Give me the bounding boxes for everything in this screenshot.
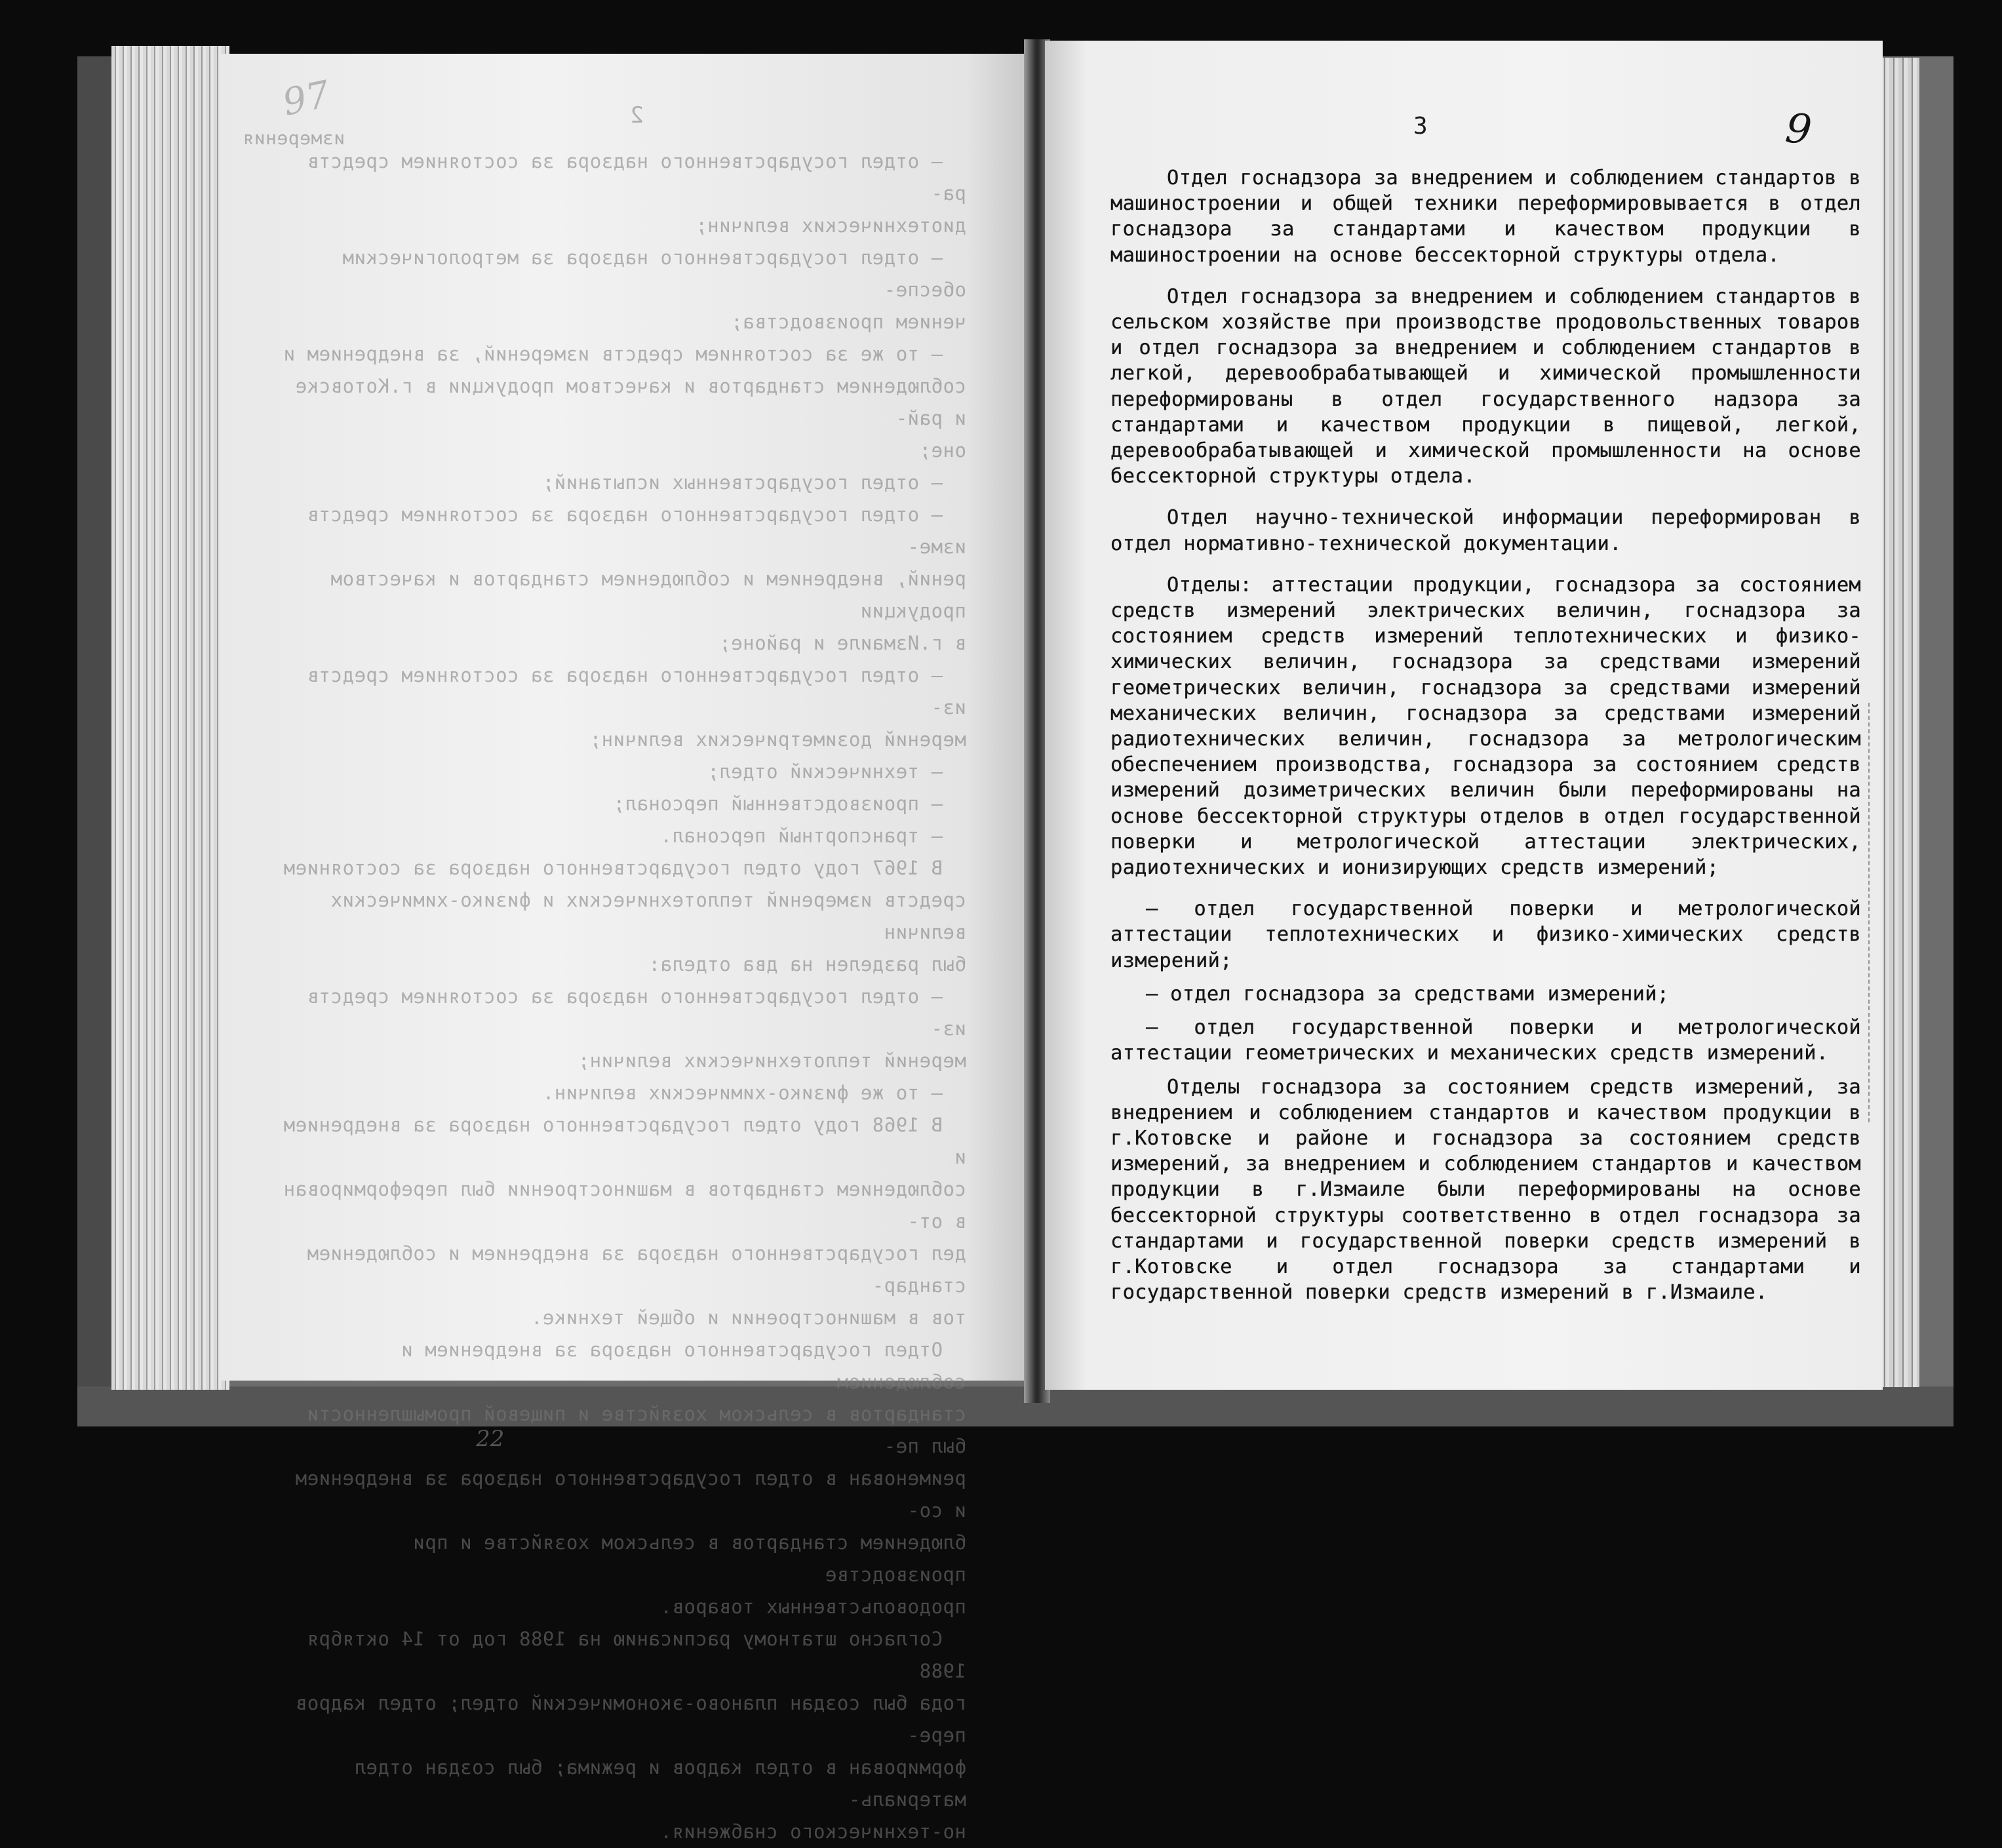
- bleed-line: Отдел государственного надзора за внедрением и соблюдением: [389, 1339, 966, 1393]
- bleed-line: мерений дозиметрических величин;: [589, 728, 966, 751]
- folio-number-handwritten: 9: [1783, 104, 1815, 154]
- bleed-line: Согласно штатному расписанию на 1988 год от 14 октября 1988: [295, 1628, 966, 1682]
- right-page-number: 3: [1413, 113, 1428, 140]
- bleed-line: – отдел государственного надзора за состоянием средств ра-: [295, 150, 966, 205]
- bleed-line: – технический отдел;: [707, 760, 966, 783]
- bleed-line: – отдел государственных испытаний;: [542, 471, 966, 494]
- bleed-line: дел государственного надзора за внедрением и соблюдением стандар-: [295, 1242, 966, 1297]
- left-page-heading: измерения: [243, 127, 345, 149]
- bleed-line: рений, внедрением и соблюдением стандартов и качеством продукции: [319, 568, 966, 622]
- list-item: – отдел государственной поверки и метрологической аттестации теплотехнических и физико-химических средств измерений;: [1110, 897, 1861, 972]
- bleed-line: чением производства;: [730, 311, 966, 333]
- bleed-line: года был создан планово-экономический отдел; отдел кадров пере-: [283, 1692, 966, 1746]
- page-stack-right: [1880, 58, 1919, 1387]
- paragraph: Отдел научно-технической информации переформирован в отдел нормативно-технической документации.: [1110, 506, 1861, 555]
- bleed-line: – отдел государственного надзора за состоянием средств из-: [295, 985, 966, 1040]
- bleed-line: в г.Измаиле и районе;: [718, 632, 966, 654]
- bleed-line: средств измерений теплотехнических и физико-химических величин: [319, 889, 966, 943]
- bleed-line: диотехнических величин;: [695, 214, 966, 237]
- bleed-line: но-технического снабжения.: [660, 1820, 966, 1843]
- bleed-line: – то же за состоянием средств измерений, за внедрением и: [283, 343, 966, 365]
- bleed-line: – производственный персонал;: [613, 793, 966, 815]
- bleed-line: стандартов в сельском хозяйстве и пищевой промышленности был пе-: [295, 1403, 966, 1457]
- bleed-line: соблюдением стандартов в машиностроении был переформирован в от-: [271, 1178, 966, 1232]
- archive-sheet-number: 22: [476, 1426, 505, 1452]
- page-stack-left: [111, 46, 229, 1390]
- left-page-text: [271, 146, 966, 1848]
- bleed-line: – отдел государственного надзора за состоянием средств из-: [295, 664, 966, 718]
- bleed-line: – то же физико-химических величин.: [542, 1082, 966, 1104]
- bleed-line: формирован в отдел кадров и режима; был создан отдел материаль-: [342, 1756, 966, 1811]
- right-page-text: [1110, 165, 1861, 1305]
- bleed-line: блюдением стандартов в сельском хозяйстве и при производстве: [401, 1531, 966, 1586]
- bleed-line: – отдел государственного надзора за состоянием средств изме-: [295, 503, 966, 558]
- bleed-line: тов в машиностроении и общей технике.: [530, 1307, 966, 1329]
- margin-pencil-line: [1868, 703, 1870, 1122]
- bleed-line: был разделен на два отдела:: [648, 953, 966, 975]
- bleed-line: реименован в отдел государственного надзора за внедрением и со-: [283, 1467, 966, 1522]
- bleed-line: мерений теплотехнических величин;: [578, 1050, 966, 1072]
- list-item: – отдел государственной поверки и метрологической аттестации геометрических и механических средств измерений.: [1110, 1016, 1861, 1065]
- bleed-line: В 1967 году отдел государственного надзора за состоянием: [283, 857, 966, 879]
- bleed-line: – отдел государственного надзора за метрологическим обеспе-: [330, 246, 966, 301]
- bleed-line: оне;: [919, 439, 966, 462]
- right-page: [1045, 41, 1883, 1390]
- bleed-line: продовольственных товаров.: [660, 1596, 966, 1618]
- left-page-number: 2: [630, 102, 644, 128]
- bleed-line: соблюдением стандартов и качеством продукции в г.Котовске и рай-: [283, 375, 966, 429]
- paragraph: Отделы госнадзора за состоянием средств измерений, за внедрением и соблюдением стандартов и качеством продукции в г.Котовске и районе и госнадзора за состоянием средств измерений, за внедрением и соблюдением стандартов и качеством продукции в г.Измаиле были переформированы на основе бессекторной структуры соответственно в отдел госнадзора за стандартами и государственной поверки средств измерений в г.Котовске и отдел госнадзора за стандартами и государственной поверки средств измерений в г.Измаиле.: [1110, 1075, 1861, 1305]
- paragraph: Отдел госнадзора за внедрением и соблюдением стандартов в сельском хозяйстве при производстве продовольственных товаров и отдел госнадзора за внедрением и соблюдением стандартов в легкой, деревообрабатывающей и химической промышленности переформированы в отдел государственного надзора за стандартами и качеством продукции в пищевой, легкой, деревообрабатывающей и химической промышленности на основе бессекторной структуры отдела.: [1110, 285, 1861, 488]
- list-item: – отдел госнадзора за средствами измерений;: [1146, 982, 1670, 1006]
- bleed-line: – транспортный персонал.: [660, 825, 966, 847]
- paragraph: Отдел госнадзора за внедрением и соблюдением стандартов в машиностроении и общей техники переформировывается в отдел госнадзора за стандартами и качеством продукции в машиностроении на основе бессекторной структуры отдела.: [1110, 167, 1861, 267]
- paragraph: Отделы: аттестации продукции, госнадзора за состоянием средств измерений электрических величин, госнадзора за состоянием средств измерений теплотехнических и физико-химических величин, госнадзора за средствами измерений геометрических величин, госнадзора за средствами измерений механических величин, госнадзора за средствами измерений радиотехнических величин, госнадзора за метрологическим обеспечением производства, госнадзора за состоянием средств измерений дозиметрических величин были переформированы на основе бессекторной структуры отделов в отдел государственной поверки и метрологической аттестации электрических, радиотехнических и ионизирующих средств измерений;: [1110, 573, 1861, 880]
- left-page-handwritten-mark: 97: [279, 73, 334, 125]
- bleed-line: В 1968 году отдел государственного надзора за внедрением и: [271, 1114, 966, 1168]
